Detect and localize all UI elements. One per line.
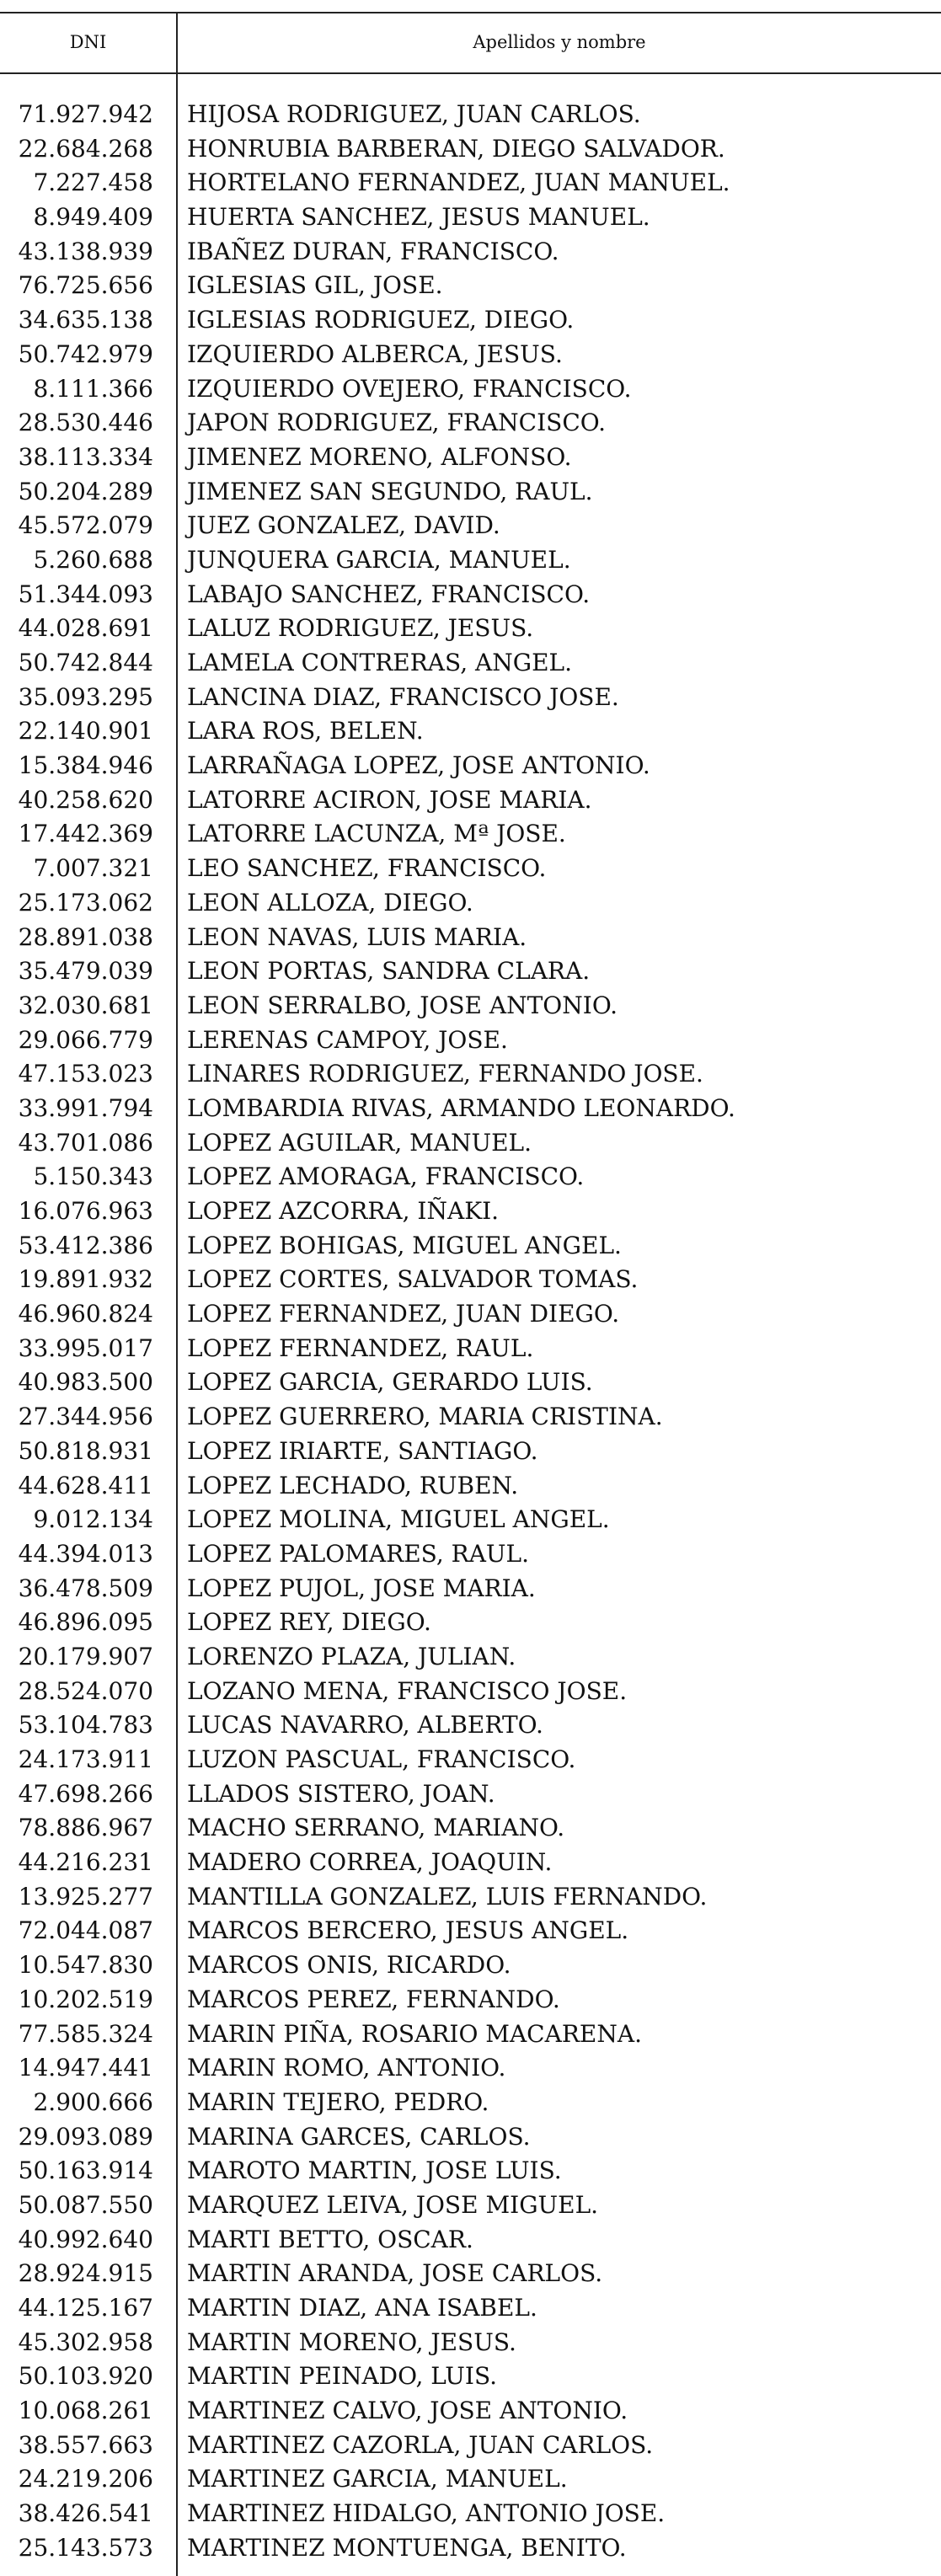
dni-cell: 50.204.289: [18, 477, 153, 505]
column-header-name: Apellidos y nombre: [473, 32, 646, 52]
dni-cell: 43.701.086: [18, 1128, 153, 1157]
table-row: [0, 338, 941, 372]
table-row: [0, 1948, 941, 1983]
dni-cell: 22.140.901: [18, 717, 153, 746]
name-cell: LEO SANCHEZ, FRANCISCO.: [187, 854, 547, 883]
name-cell: LOPEZ REY, DIEGO.: [187, 1608, 431, 1637]
dni-cell: 38.557.663: [18, 2430, 153, 2459]
table-row: [0, 578, 941, 612]
table-row: [0, 1675, 941, 1709]
dni-cell: 35.479.039: [18, 957, 153, 986]
name-cell: MACHO SERRANO, MARIANO.: [187, 1814, 565, 1842]
name-cell: LUCAS NAVARRO, ALBERTO.: [187, 1711, 543, 1740]
table-row: [0, 749, 941, 783]
dni-cell: 20.179.907: [18, 1642, 153, 1670]
table-row: [0, 235, 941, 270]
table-row: [0, 269, 941, 303]
dni-cell: 47.153.023: [18, 1060, 153, 1088]
table-row: [0, 1572, 941, 1606]
dni-cell: 10.547.830: [18, 1951, 153, 1980]
table-row: [0, 509, 941, 543]
name-cell: LINARES RODRIGUEZ, FERNANDO JOSE.: [187, 1060, 703, 1088]
name-cell: LOPEZ GUERRERO, MARIA CRISTINA.: [187, 1403, 663, 1431]
dni-cell: 72.044.087: [18, 1916, 153, 1945]
table-row: [0, 1983, 941, 2018]
dni-cell: 71.927.942: [18, 100, 153, 128]
dni-cell: 10.068.261: [18, 2397, 153, 2425]
dni-cell: 50.742.844: [18, 649, 153, 676]
table-row: [0, 372, 941, 407]
name-cell: MADERO CORREA, JOAQUIN.: [187, 1848, 553, 1877]
dni-cell: 53.104.783: [18, 1711, 153, 1740]
table-row: [0, 783, 941, 818]
table-row: [0, 612, 941, 646]
name-cell: LOPEZ AGUILAR, MANUEL.: [187, 1128, 532, 1157]
table-row: [0, 817, 941, 852]
name-cell: IZQUIERDO ALBERCA, JESUS.: [187, 339, 563, 368]
name-cell: MARTIN PEINADO, LUIS.: [187, 2362, 498, 2391]
name-cell: LOPEZ PUJOL, JOSE MARIA.: [187, 1574, 536, 1602]
dni-cell: 44.028.691: [18, 614, 153, 643]
name-cell: MARIN TEJERO, PEDRO.: [187, 2087, 489, 2116]
table-row: [0, 2394, 941, 2429]
dni-cell: 40.983.500: [18, 1368, 153, 1397]
table-row: [0, 406, 941, 441]
dni-cell: 14.947.441: [18, 2054, 153, 2082]
name-cell: MARCOS PEREZ, FERNANDO.: [187, 1985, 560, 2013]
dni-cell: 53.412.386: [18, 1231, 153, 1259]
name-cell: LOPEZ MOLINA, MIGUEL ANGEL.: [187, 1505, 610, 1534]
name-cell: LABAJO SANCHEZ, FRANCISCO.: [187, 580, 591, 608]
dni-cell: 50.103.920: [18, 2362, 153, 2391]
table-row: [0, 1503, 941, 1537]
table-row: [0, 681, 941, 715]
name-cell: MARIN ROMO, ANTONIO.: [187, 2054, 506, 2082]
table-row: [0, 1057, 941, 1092]
dni-cell: 33.995.017: [18, 1333, 153, 1362]
name-cell: MARTINEZ CALVO, JOSE ANTONIO.: [187, 2397, 628, 2425]
dni-cell: 29.093.089: [18, 2122, 153, 2151]
table-row: [0, 989, 941, 1023]
name-cell: JUNQUERA GARCIA, MANUEL.: [187, 545, 571, 574]
name-cell: LORENZO PLAZA, JULIAN.: [187, 1642, 516, 1670]
name-cell: MARTI BETTO, OSCAR.: [187, 2225, 473, 2253]
table-row: [0, 2051, 941, 2086]
table-row: [0, 166, 941, 200]
dni-cell: 44.628.411: [18, 1471, 153, 1499]
table-row: [0, 132, 941, 167]
dni-cell: 5.260.688: [33, 545, 153, 574]
dni-cell: 29.066.779: [18, 1025, 153, 1054]
table-row: [0, 1777, 941, 1812]
name-cell: JIMENEZ MORENO, ALFONSO.: [187, 442, 572, 471]
dni-cell: 50.818.931: [18, 1436, 153, 1465]
name-cell: JIMENEZ SAN SEGUNDO, RAUL.: [187, 477, 593, 505]
dni-cell: 16.076.963: [18, 1197, 153, 1225]
dni-cell: 25.143.573: [18, 2533, 153, 2562]
dni-cell: 47.698.266: [18, 1779, 153, 1808]
table-row: [0, 1640, 941, 1675]
dni-cell: 78.886.967: [18, 1814, 153, 1842]
table-row: [0, 886, 941, 921]
table-row: [0, 921, 941, 955]
table-row: [0, 303, 941, 338]
name-cell: LOZANO MENA, FRANCISCO JOSE.: [187, 1676, 628, 1705]
name-cell: LUZON PASCUAL, FRANCISCO.: [187, 1745, 576, 1773]
name-cell: LARRAÑAGA LOPEZ, JOSE ANTONIO.: [187, 751, 650, 780]
name-cell: LOPEZ FERNANDEZ, JUAN DIEGO.: [187, 1300, 620, 1328]
name-cell: LOPEZ FERNANDEZ, RAUL.: [187, 1333, 534, 1362]
table-row: [0, 1023, 941, 1058]
name-cell: MARTIN ARANDA, JOSE CARLOS.: [187, 2259, 603, 2288]
table-row: [0, 1880, 941, 1915]
table-row: [0, 1297, 941, 1332]
name-cell: JUEZ GONZALEZ, DAVID.: [187, 511, 500, 540]
name-cell: LARA ROS, BELEN.: [187, 717, 424, 746]
table-row: [0, 1126, 941, 1161]
name-cell: MARTIN DIAZ, ANA ISABEL.: [187, 2294, 537, 2322]
dni-cell: 2.900.666: [33, 2087, 153, 2116]
dni-cell: 28.924.915: [18, 2259, 153, 2288]
name-cell: HIJOSA RODRIGUEZ, JUAN CARLOS.: [187, 100, 641, 128]
dni-cell: 28.524.070: [18, 1676, 153, 1705]
table-row: [0, 1435, 941, 1469]
table-body: [0, 98, 941, 2566]
table-row: [0, 2120, 941, 2155]
table-row: [0, 2326, 941, 2360]
dni-cell: 38.113.334: [18, 442, 153, 471]
dni-cell: 32.030.681: [18, 991, 153, 1019]
dni-cell: 44.216.231: [18, 1848, 153, 1877]
dni-cell: 44.394.013: [18, 1539, 153, 1568]
table-row: [0, 1194, 941, 1229]
dni-cell: 43.138.939: [18, 237, 153, 265]
name-cell: LANCINA DIAZ, FRANCISCO JOSE.: [187, 682, 619, 711]
dni-cell: 44.125.167: [18, 2294, 153, 2322]
table-header-rule: [0, 72, 941, 74]
name-cell: LAMELA CONTRERAS, ANGEL.: [187, 649, 573, 676]
dni-cell: 34.635.138: [18, 306, 153, 334]
table-row: [0, 475, 941, 510]
name-cell: MARTIN MORENO, JESUS.: [187, 2327, 516, 2356]
table-row: [0, 1846, 941, 1880]
dni-cell: 40.258.620: [18, 785, 153, 814]
dni-cell: 25.173.062: [18, 888, 153, 917]
dni-cell: 38.426.541: [18, 2499, 153, 2528]
name-cell: IGLESIAS RODRIGUEZ, DIEGO.: [187, 306, 575, 334]
dni-cell: 51.344.093: [18, 580, 153, 608]
name-cell: MARQUEZ LEIVA, JOSE MIGUEL.: [187, 2190, 599, 2219]
name-cell: MARTINEZ CAZORLA, JUAN CARLOS.: [187, 2430, 654, 2459]
name-cell: MARTINEZ MONTUENGA, BENITO.: [187, 2533, 627, 2562]
table-row: [0, 1537, 941, 1572]
name-cell: IBAÑEZ DURAN, FRANCISCO.: [187, 237, 559, 265]
dni-cell: 8.949.409: [33, 203, 153, 232]
table-row: [0, 200, 941, 235]
dni-cell: 33.991.794: [18, 1093, 153, 1122]
table-row: [0, 1092, 941, 1126]
table-row: [0, 2291, 941, 2326]
dni-cell: 45.572.079: [18, 511, 153, 540]
table-row: [0, 2223, 941, 2258]
dni-cell: 46.896.095: [18, 1608, 153, 1637]
table-row: [0, 1606, 941, 1640]
name-cell: LOPEZ AZCORRA, IÑAKI.: [187, 1197, 500, 1225]
table-row: [0, 714, 941, 749]
table-row: [0, 2497, 941, 2531]
dni-cell: 50.087.550: [18, 2190, 153, 2219]
name-cell: MARTINEZ GARCIA, MANUEL.: [187, 2465, 568, 2493]
name-cell: JAPON RODRIGUEZ, FRANCISCO.: [187, 409, 606, 437]
table-row: [0, 1229, 941, 1264]
name-cell: HUERTA SANCHEZ, JESUS MANUEL.: [187, 203, 650, 232]
table-row: [0, 1708, 941, 1743]
name-cell: LALUZ RODRIGUEZ, JESUS.: [187, 614, 534, 643]
table-row: [0, 1914, 941, 1948]
dni-cell: 24.219.206: [18, 2465, 153, 2493]
column-header-dni: DNI: [69, 32, 107, 52]
name-cell: IGLESIAS GIL, JOSE.: [187, 271, 443, 300]
dni-cell: 13.925.277: [18, 1882, 153, 1911]
dni-cell: 5.150.343: [33, 1162, 153, 1191]
dni-cell: 77.585.324: [18, 2019, 153, 2048]
dni-cell: 45.302.958: [18, 2327, 153, 2356]
name-cell: LOPEZ BOHIGAS, MIGUEL ANGEL.: [187, 1231, 622, 1259]
name-cell: LOPEZ IRIARTE, SANTIAGO.: [187, 1436, 538, 1465]
name-cell: LOMBARDIA RIVAS, ARMANDO LEONARDO.: [187, 1093, 735, 1122]
dni-cell: 7.227.458: [33, 168, 153, 197]
name-cell: LEON NAVAS, LUIS MARIA.: [187, 922, 527, 951]
name-cell: IZQUIERDO OVEJERO, FRANCISCO.: [187, 374, 632, 403]
table-row: [0, 2154, 941, 2189]
dni-cell: 46.960.824: [18, 1300, 153, 1328]
table-row: [0, 2257, 941, 2291]
table-row: [0, 2462, 941, 2497]
name-cell: LLADOS SISTERO, JOAN.: [187, 1779, 495, 1808]
name-cell: LATORRE ACIRON, JOSE MARIA.: [187, 785, 592, 814]
table-row: [0, 98, 941, 132]
table-row: [0, 2189, 941, 2223]
table-row: [0, 1263, 941, 1297]
name-cell: LOPEZ CORTES, SALVADOR TOMAS.: [187, 1265, 639, 1294]
table-row: [0, 2086, 941, 2120]
dni-cell: 8.111.366: [33, 374, 153, 403]
dni-cell: 24.173.911: [18, 1745, 153, 1773]
name-cell: LOPEZ GARCIA, GERARDO LUIS.: [187, 1368, 593, 1397]
table-row: [0, 2360, 941, 2394]
dni-cell: 17.442.369: [18, 820, 153, 848]
table-row: [0, 2531, 941, 2566]
dni-cell: 19.891.932: [18, 1265, 153, 1294]
name-cell: MARCOS BERCERO, JESUS ANGEL.: [187, 1916, 629, 1945]
dni-cell: 76.725.656: [18, 271, 153, 300]
name-cell: LOPEZ LECHADO, RUBEN.: [187, 1471, 519, 1499]
name-cell: LOPEZ PALOMARES, RAUL.: [187, 1539, 530, 1568]
name-cell: HONRUBIA BARBERAN, DIEGO SALVADOR.: [187, 134, 725, 163]
name-cell: LEON PORTAS, SANDRA CLARA.: [187, 957, 591, 986]
name-cell: MARCOS ONIS, RICARDO.: [187, 1951, 511, 1980]
table-row: [0, 954, 941, 989]
dni-cell: 22.684.268: [18, 134, 153, 163]
table-row: [0, 2429, 941, 2463]
name-cell: LOPEZ AMORAGA, FRANCISCO.: [187, 1162, 585, 1191]
table-row: [0, 441, 941, 475]
dni-cell: 15.384.946: [18, 751, 153, 780]
name-cell: MARIN PIÑA, ROSARIO MACARENA.: [187, 2019, 642, 2048]
name-cell: MAROTO MARTIN, JOSE LUIS.: [187, 2156, 562, 2185]
name-cell: HORTELANO FERNANDEZ, JUAN MANUEL.: [187, 168, 730, 197]
table-row: [0, 646, 941, 681]
dni-cell: 9.012.134: [33, 1505, 153, 1534]
table-row: [0, 543, 941, 578]
name-cell: LERENAS CAMPOY, JOSE.: [187, 1025, 508, 1054]
dni-cell: 28.891.038: [18, 922, 153, 951]
table-row: [0, 1332, 941, 1366]
name-cell: LATORRE LACUNZA, Mª JOSE.: [187, 820, 566, 848]
dni-cell: 36.478.509: [18, 1574, 153, 1602]
table-row: [0, 852, 941, 886]
dni-cell: 28.530.446: [18, 409, 153, 437]
table-row: [0, 2018, 941, 2052]
dni-cell: 27.344.956: [18, 1403, 153, 1431]
table-row: [0, 1469, 941, 1504]
dni-cell: 35.093.295: [18, 682, 153, 711]
table-row: [0, 1743, 941, 1777]
dni-cell: 50.742.979: [18, 339, 153, 368]
name-cell: LEON SERRALBO, JOSE ANTONIO.: [187, 991, 618, 1019]
name-cell: MANTILLA GONZALEZ, LUIS FERNANDO.: [187, 1882, 708, 1911]
dni-cell: 50.163.914: [18, 2156, 153, 2185]
table-row: [0, 1400, 941, 1435]
name-cell: MARTINEZ HIDALGO, ANTONIO JOSE.: [187, 2499, 666, 2528]
table-row: [0, 1160, 941, 1194]
dni-cell: 7.007.321: [33, 854, 153, 883]
name-cell: LEON ALLOZA, DIEGO.: [187, 888, 473, 917]
dni-cell: 40.992.640: [18, 2225, 153, 2253]
table-row: [0, 1365, 941, 1400]
name-cell: MARINA GARCES, CARLOS.: [187, 2122, 531, 2151]
table-row: [0, 1811, 941, 1846]
dni-cell: 10.202.519: [18, 1985, 153, 2013]
